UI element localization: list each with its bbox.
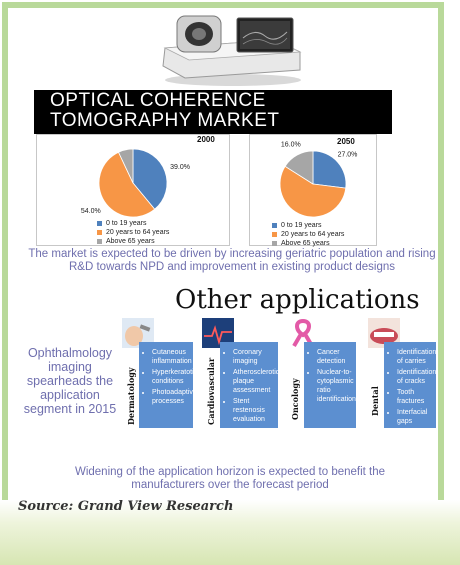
pie-chart-2050 — [249, 134, 377, 246]
list-item: • Atherosclerotic plaque assessment — [233, 368, 274, 395]
category-dental: Dental — [370, 386, 380, 416]
list-item: • Cutaneous inflammation — [152, 348, 189, 366]
dermatology-list — [139, 342, 198, 406]
chart-title-2000: 2000 — [197, 135, 215, 144]
list-item: • Coronary imaging — [233, 348, 274, 366]
legend-2050 — [272, 221, 344, 248]
title-line-2: TOMOGRAPHY MARKET — [50, 110, 280, 131]
legend-swatch — [97, 239, 102, 244]
ophthalmology-note: Ophthalmology imaging spearheads the application segment in 2015 — [23, 346, 117, 416]
legend-swatch — [272, 241, 277, 246]
oncology-box — [304, 342, 356, 428]
chart-title-2050: 2050 — [337, 137, 355, 146]
list-item: • Identification of carries — [397, 348, 432, 366]
legend-item — [97, 228, 169, 237]
legend-item — [272, 221, 344, 230]
pie-data-label: 54.0% — [80, 207, 101, 215]
legend-label: 0 to 19 years — [281, 222, 322, 229]
list-item: • Tooth fractures — [397, 388, 432, 406]
list-item: • Nuclear-to-cytoplasmic ratio identification — [317, 368, 352, 404]
category-cardiovascular: Cardiovascular — [206, 357, 216, 425]
pie-2000-svg — [37, 139, 229, 223]
legend-item — [272, 230, 344, 239]
pie-data-label: 27.0% — [337, 151, 358, 159]
cardiovascular-list — [220, 342, 278, 424]
list-item: • Stent restenosis evaluation — [233, 397, 274, 424]
pie-data-label: 39.0% — [170, 164, 190, 172]
legend-swatch — [97, 230, 102, 235]
title-line-1: OPTICAL COHERENCE — [50, 90, 266, 111]
dental-box — [384, 342, 436, 428]
list-item: • Photoadaptive processes — [152, 388, 189, 406]
legend-swatch — [272, 232, 277, 237]
title-banner — [34, 90, 392, 134]
oncology-list — [304, 342, 356, 404]
legend-label: Above 65 years — [106, 238, 155, 245]
list-item: • Cancer detection — [317, 348, 352, 366]
application-horizon-note: Widening of the application horizon is expected to benefit the manufacturers over the forecast period — [74, 466, 386, 491]
list-item: • Hyperkeratotic conditions — [152, 368, 189, 386]
other-applications-heading: Other applications — [175, 285, 420, 315]
legend-label: 20 years to 64 years — [106, 229, 170, 236]
legend-2000 — [97, 219, 169, 246]
legend-item — [97, 219, 169, 228]
legend-label: Above 65 years — [281, 240, 330, 247]
pie-chart-2000 — [36, 134, 230, 246]
legend-swatch — [272, 223, 277, 228]
legend-label: 20 years to 64 years — [281, 231, 345, 238]
category-oncology: Oncology — [290, 378, 300, 420]
market-driver-note: The market is expected to be driven by increasing geriatric population and rising R&D towards NPD and improvement in existing product designs — [28, 248, 436, 273]
pie-2050-svg — [250, 139, 376, 223]
list-item: • Identification of cracks — [397, 368, 432, 386]
legend-label: 0 to 19 years — [106, 220, 147, 227]
pie-data-label: 16.0% — [280, 141, 301, 149]
category-dermatology: Dermatology — [126, 367, 136, 425]
dental-list — [384, 342, 436, 426]
legend-item — [272, 239, 344, 248]
oct-device-image — [155, 8, 305, 88]
cardiovascular-box — [220, 342, 278, 428]
list-item: • Interfacial gaps — [397, 408, 432, 426]
dermatology-box — [139, 342, 198, 428]
legend-swatch — [97, 221, 102, 226]
source-credit: Source: Grand View Research — [18, 499, 234, 514]
legend-item — [97, 237, 169, 246]
